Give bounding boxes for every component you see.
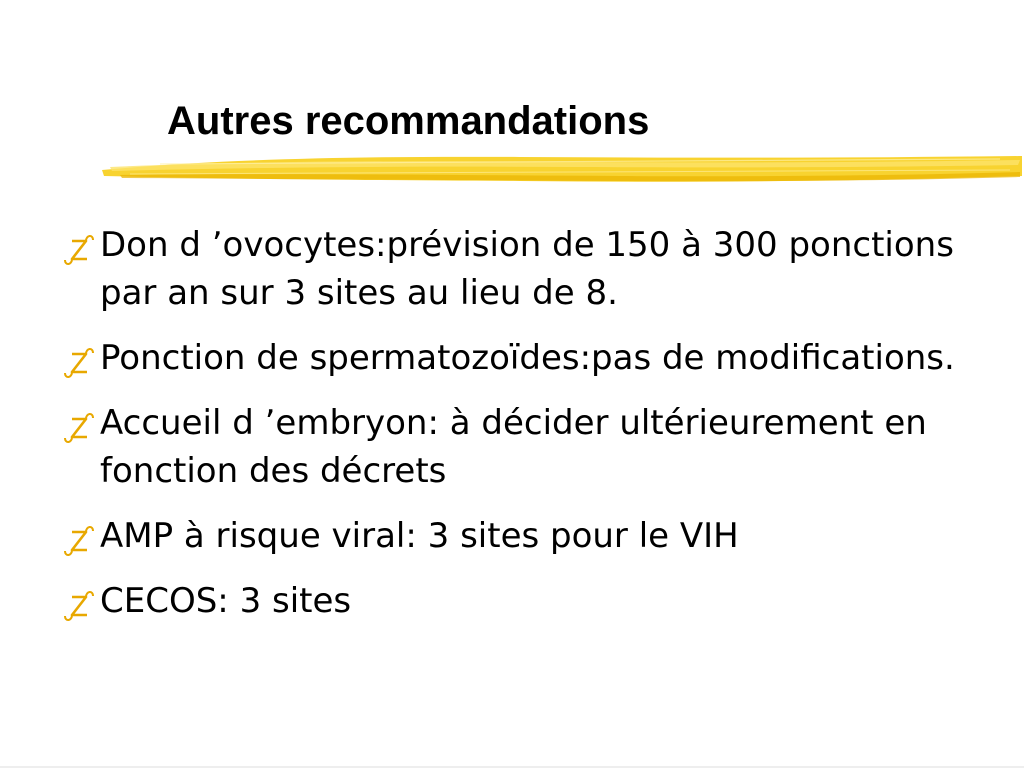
z-curl-bullet-icon — [62, 577, 102, 625]
bullet-item — [62, 221, 1012, 317]
bullet-item — [62, 334, 1012, 382]
z-curl-bullet-icon — [62, 334, 102, 382]
bullet-text: Accueil d ’embryon: à décider ultérieurement en fonction des décrets — [100, 403, 927, 491]
bullet-item — [62, 512, 1012, 560]
bullet-text: AMP à risque viral: 3 sites pour le VIH — [100, 516, 739, 556]
bullet-text: Ponction de spermatozoïdes:pas de modifications. — [100, 338, 955, 378]
bullet-text: Don d ’ovocytes:prévision de 150 à 300 ponctions par an sur 3 sites au lieu de 8. — [100, 225, 954, 313]
highlighter-stroke — [100, 150, 1024, 186]
z-curl-bullet-icon — [62, 221, 102, 269]
bullet-item — [62, 399, 1012, 495]
bullet-text: CECOS: 3 sites — [100, 581, 352, 621]
z-curl-bullet-icon — [62, 399, 102, 447]
z-curl-bullet-icon — [62, 512, 102, 560]
slide-title: Autres recommandations — [167, 99, 650, 143]
bullet-item — [62, 577, 1012, 625]
bullet-list — [62, 221, 1012, 642]
